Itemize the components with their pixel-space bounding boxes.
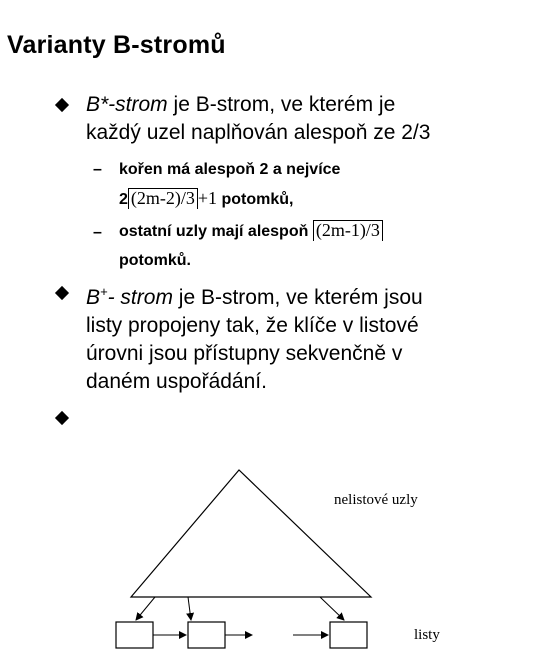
leaf-node [330,622,367,648]
sub2-line1: ostatní uzly mají alespoň [119,223,309,240]
leaf-node [188,622,225,648]
slide-title: Varianty B-stromů [7,31,226,59]
bplus-term [86,286,173,309]
bullet1-line1: je B-strom, ve kterém je [167,93,396,116]
bullet2-line3: úrovni jsou přístupny sekvenčně v [86,342,403,365]
bullet2-line4: daném uspořádání. [86,370,267,393]
bullet-diamond-icon [55,411,69,425]
pointer-arrow [320,597,344,620]
bstar-term: B*-strom [86,93,168,116]
dash-marker: – [93,224,102,241]
sub1-plus-one: +1 [197,188,218,208]
sub2-line2: potomků. [119,252,191,269]
ceiling-bracket [128,188,198,209]
bullet2-line1: je B-strom, ve kterém jsou [172,286,423,309]
bullet1-text [86,91,430,147]
bullet-diamond-icon [55,286,69,300]
pointer-arrow [188,597,191,620]
bullet2-line2: listy propojeny tak, že klíče v listové [86,314,419,337]
inner-nodes-label: nelistové uzly [334,492,418,508]
sub2-ceil-expr: (2m-1)/3 [315,220,380,240]
bullet1-line2: každý uzel naplňován alespoň ze 2/3 [86,121,431,144]
sub2-text [119,217,383,275]
bullet-diamond-icon [55,98,69,112]
leaf-node [116,622,153,648]
bplus-b: B [86,286,101,309]
sub1-ceil-expr: (2m-2)/3 [130,188,195,208]
pointer-arrow [136,597,155,620]
sub1-prefix: 2 [119,191,128,208]
sub1-text [119,155,340,214]
ceiling-bracket [313,220,383,241]
dash-marker: – [93,161,102,178]
sub1-suffix: potomků, [217,191,294,208]
bplus-rest: - strom [107,286,173,309]
leaves-label: listy [414,627,440,643]
sub1-line1: kořen má alespoň 2 a nejvíce [119,161,341,178]
inner-nodes-triangle [131,470,371,597]
bplus-sup: + [100,284,108,299]
bullet2-text [86,278,423,396]
